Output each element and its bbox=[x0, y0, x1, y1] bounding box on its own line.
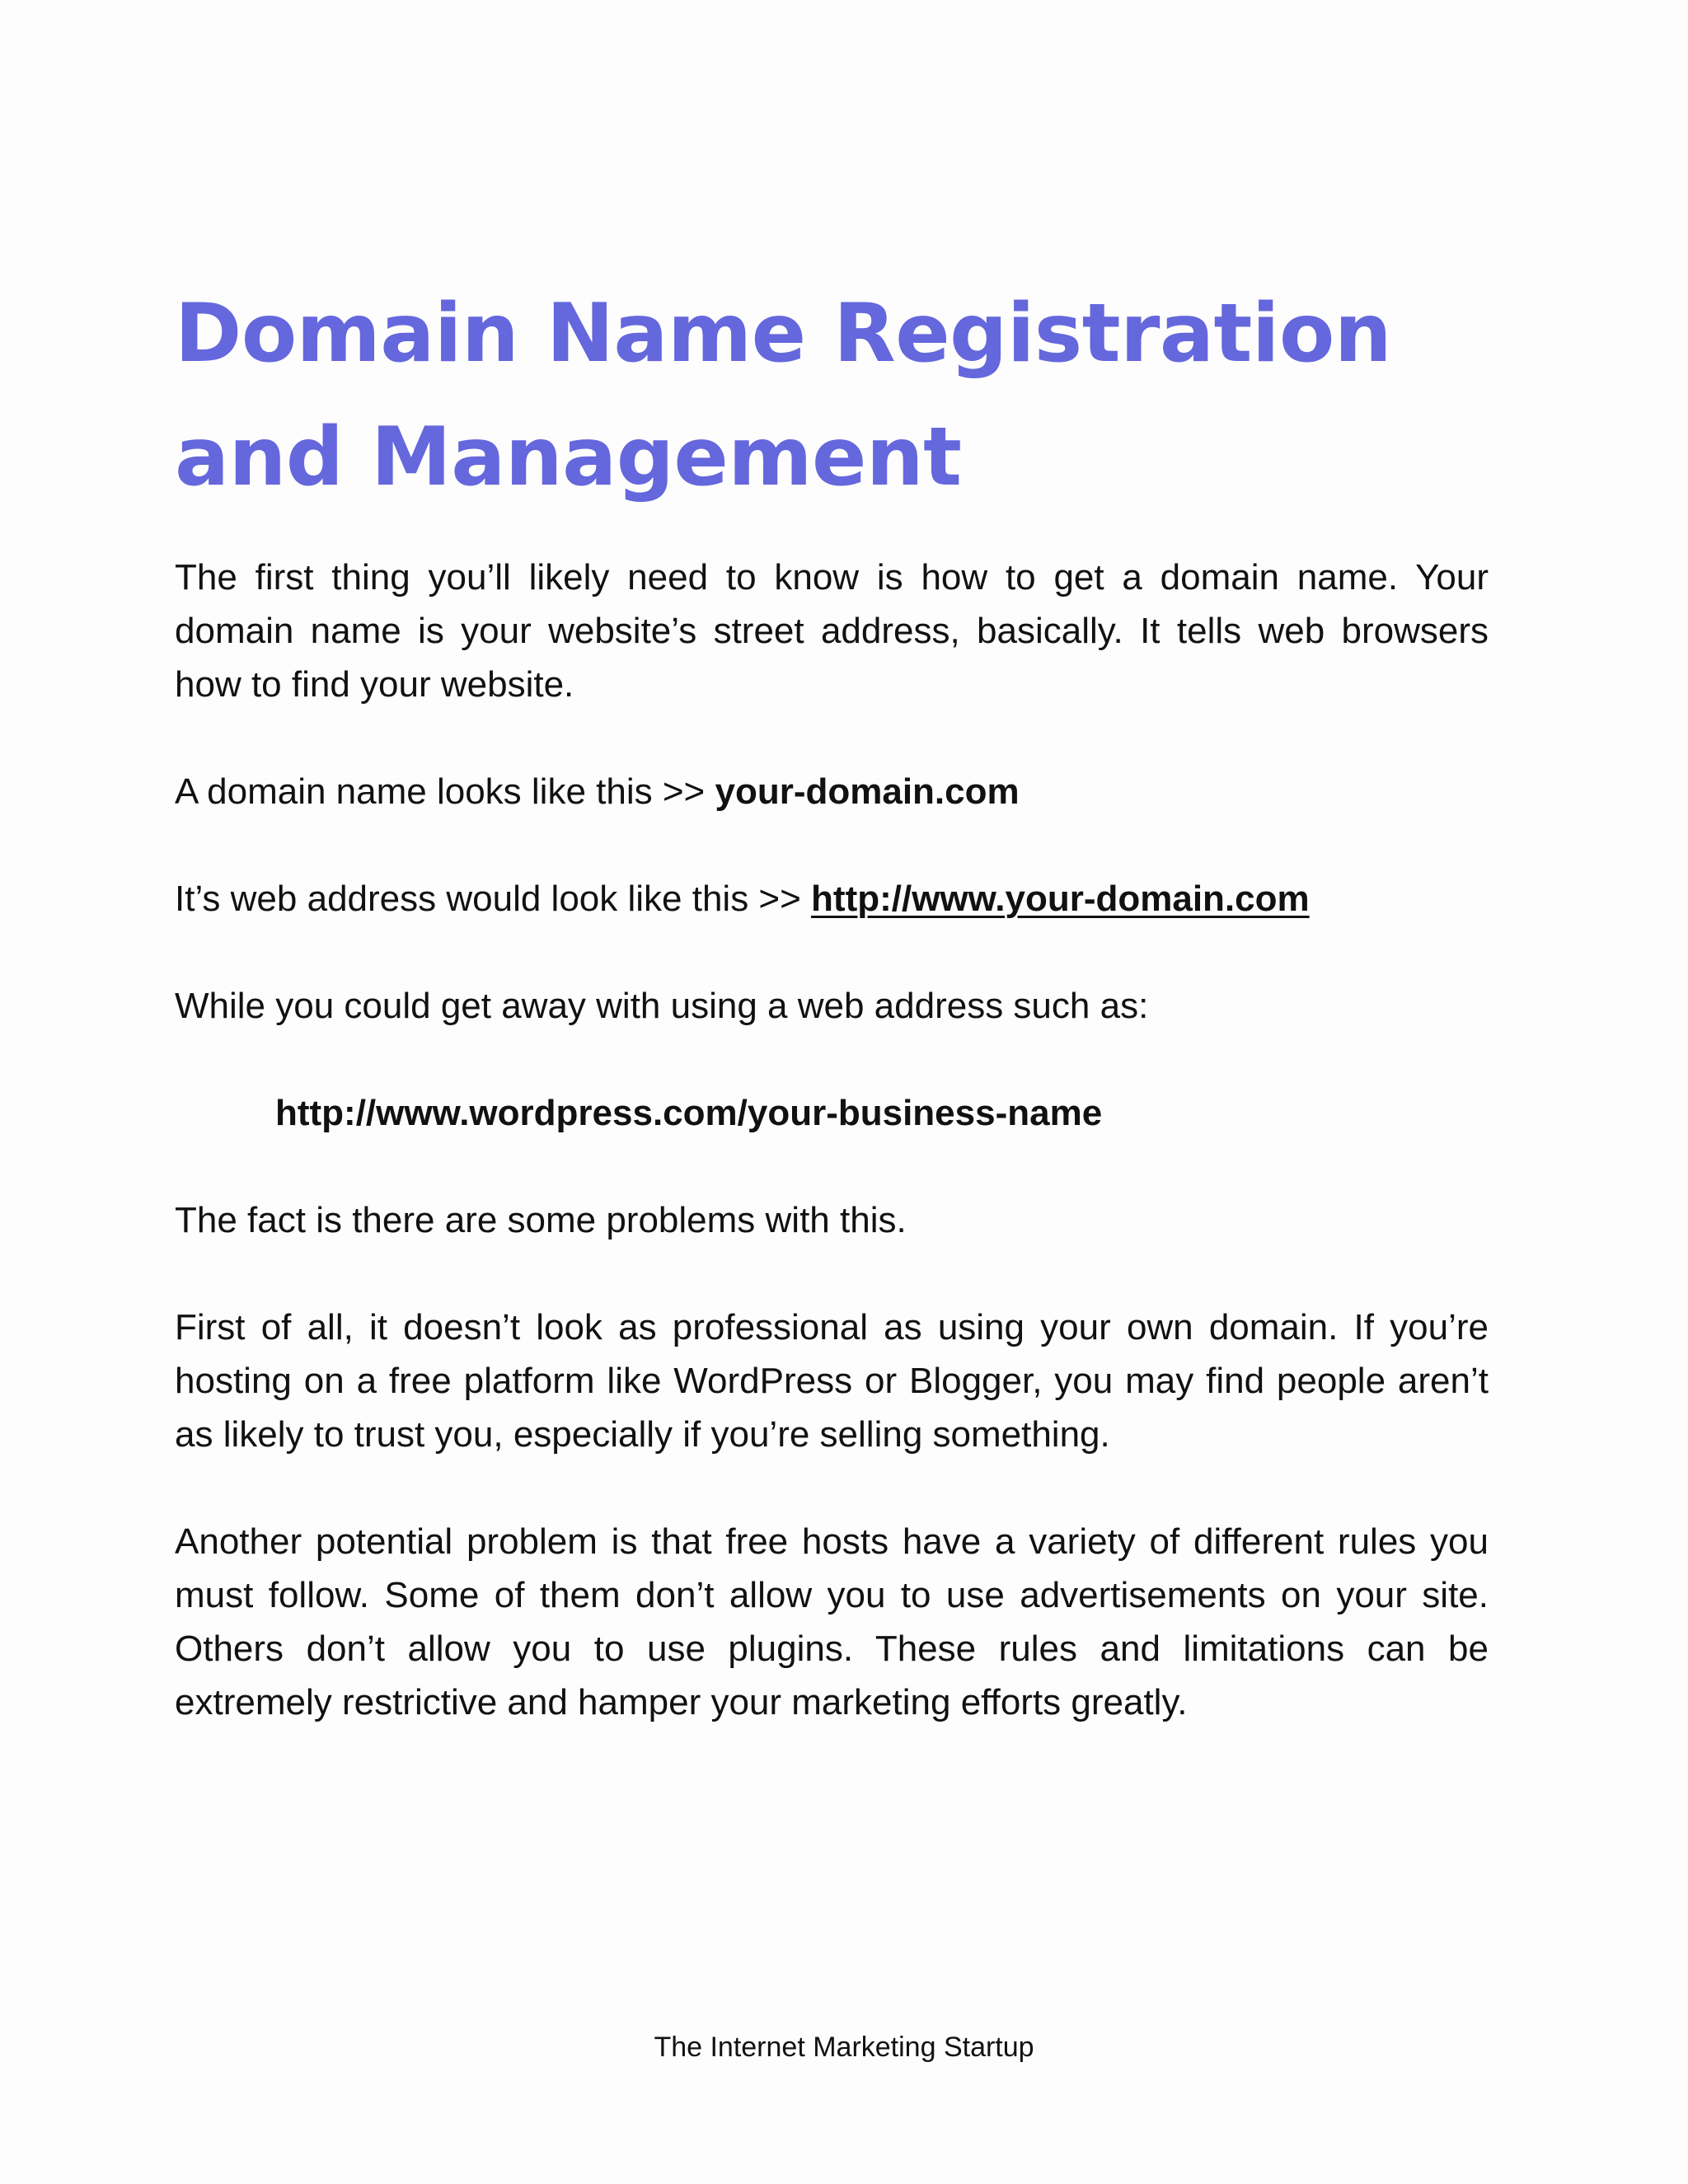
domain-example-value: your-domain.com bbox=[715, 771, 1020, 812]
paragraph-domain-example bbox=[175, 765, 1489, 818]
free-host-url-example: http://www.wordpress.com/your-business-name bbox=[275, 1093, 1103, 1133]
page-content bbox=[175, 272, 1489, 1729]
page-title: Domain Name Registration and Management bbox=[175, 287, 1392, 504]
paragraph-problems-intro: The fact is there are some problems with this. bbox=[175, 1200, 907, 1240]
web-address-link[interactable]: http://www.your-domain.com bbox=[811, 879, 1310, 919]
paragraph-intro: The first thing you’ll likely need to know is how to get a domain name. Your domain name is your website’s street address, basically. It tells web browsers how to find your website. bbox=[175, 557, 1489, 705]
paragraph-free-host-lead: While you could get away with using a web address such as: bbox=[175, 986, 1149, 1026]
web-address-label: It’s web address would look like this >> bbox=[175, 879, 812, 919]
paragraph-professionalism: First of all, it doesn’t look as professional as using your own domain. If you’re hosting on a free platform like WordPress or Blogger, you may find people aren’t as likely to trust you, especially if you’re selling something. bbox=[175, 1307, 1489, 1455]
paragraph-web-address-example bbox=[175, 872, 1489, 926]
domain-example-label: A domain name looks like this >> bbox=[175, 771, 715, 812]
paragraph-free-host-rules: Another potential problem is that free hosts have a variety of different rules you must follow. Some of them don’t allow you to use advertisements on your site. Others don’t allow you to use plugins. These rules and limitations can be extremely restrictive and hamper your marketing efforts greatly. bbox=[175, 1521, 1489, 1722]
page-footer: The Internet Marketing Startup bbox=[654, 2032, 1034, 2063]
